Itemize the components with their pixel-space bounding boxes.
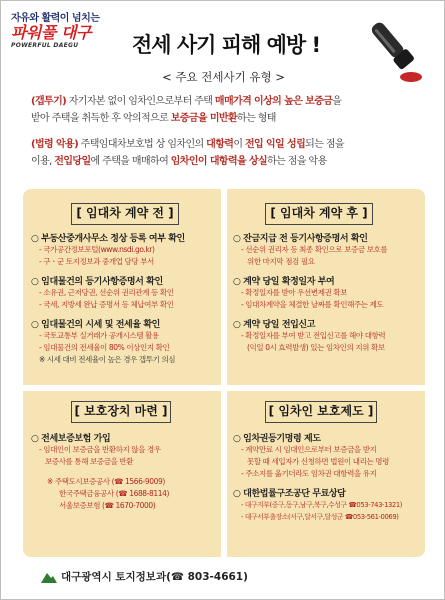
protection-heading: [ 보호장치 마련 ] [71,401,171,423]
lease-registration-order: ○ 임차권등기명령 제도 [233,434,321,444]
sub-item: - 국세, 지방세 완납 증명서 등 체납여부 확인 [39,300,174,309]
sub-item: - 주소지를 옮기더라도 임차권 대항력을 유지 [241,469,377,478]
sub-item: - 임대차계약을 체결한 날짜를 확인해주는 제도 [241,300,384,309]
vertical-divider [221,189,227,557]
sub-item: - 계약만료 시 임대인으로부터 보증금을 받지 [241,445,377,454]
contact-sgi: 서울보증보험 (☎ 1670-7000) [59,501,156,510]
legal-aid-consultation: ○ 대한법률구조공단 무료상담 [233,489,346,499]
sub-item: - 국토교통부 실거래가 공개시스템 활용 [39,331,159,340]
daegu-logo [11,9,131,49]
logo-slogan: 자유와 활력이 넘치는 [11,13,100,24]
sub-item: - 국가공간정보포털(www.nsdi.go.kr) [39,245,155,254]
footer-contact [41,569,281,589]
protection-section [31,431,219,512]
page-title: 전세 사기 피해 예방 ! [131,33,321,57]
type-law-abuse: (법령 악용) 주택임대차보호법 상 임차인의 대항력이 전입 익일 성립되는 점을 이용, 전입당일에 주택을 매매하여 임차인이 대항력을 상실하는 점을 악용 [31,139,344,167]
sub-item-note: ※ 시세 대비 전세율이 높은 경우 갭투기 의심 [39,355,176,364]
fixed-date: ○ 계약 당일 확정일자 부여 [233,277,335,287]
logo-sub: POWERFUL DAEGU [11,42,79,49]
legal-aid-daegu: - 대구지부(중구,동구,남구,북구,수성구 ☎053-743-1321) [241,501,403,509]
mountain-icon [41,571,57,583]
type-gap-investment: (갭투기) 자기자본 없이 임차인으로부터 주택 매매가격 이상의 높은 보증금을 받아 주택을 취득한 후 악의적으로 보증금을 미반환하는 형태 [31,96,342,124]
contact-hf: 한국주택금융공사 (☎ 1688-8114) [59,489,170,498]
sub-item: - 구ㆍ군 토지정보과 중개업 담당 부서 [39,257,154,266]
before-contract-section [31,231,219,366]
move-in-report: ○ 계약 당일 전입신고 [233,320,316,330]
after-contract-section [233,231,421,354]
sub-item: - 확정일자를 받아 우선변제권 확보 [241,288,348,297]
sub-item: - 확정일자를 부여 받고 전입신고를 해야 대항력 [241,331,386,340]
seal-stamp-icon [361,15,431,85]
deposit-insurance: ○ 전세보증보험 가입 [31,434,111,444]
tenant-protection-section [233,431,421,523]
check-registry-before-payment: ○ 잔금지급 전 등기사항증명서 확인 [233,234,368,244]
sub-item: - 소유권, 근저당권, 선순위 권리관계 등 확인 [39,288,174,297]
sub-item: - 선순위 권리자 등 최종 확인으로 보증금 보호를 [241,245,388,254]
tenant-protection-heading: [ 임차인 보호제도 ] [265,401,377,423]
horizontal-divider [23,385,425,391]
footer-text: 대구광역시 토지정보과(☎ 803-4661) [61,571,248,583]
sub-item: - 임대인이 보증금을 반환하지 않을 경우 [39,445,161,454]
sub-item: 위한 마지막 점검 필요 [247,257,315,266]
logo-brand: 파워풀 대구 [11,23,91,42]
check-market-price: ○ 임대물건의 시세 및 전세율 확인 [31,320,160,330]
check-broker-registration: ○ 부동산중개사무소 정상 등록 여부 확인 [31,234,185,244]
before-contract-heading: [ 임대차 계약 전 ] [71,203,179,225]
sub-item: 못할 때 세입자가 신청하면 법원이 내리는 명령 [247,457,389,466]
legal-aid-west: - 대구서부출장소(서구,달서구,달성군 ☎053-561-0069) [241,513,399,521]
check-registry: ○ 임대물건의 등기사항증명서 확인 [31,277,163,287]
page-subtitle: < 주요 전세사기 유형 > [162,70,285,84]
contact-hug: ※ 주택도시보증공사 (☎ 1566-9009) [47,477,165,486]
checklist-board [23,189,425,557]
sub-item: - 임대물건의 전세율이 80% 이상인지 확인 [39,343,170,352]
sub-item: 보증사를 통해 보증금을 반환 [45,457,134,466]
sub-item: (익일 0시 효력발생) 있는 임차인의 지위 확보 [247,343,385,352]
after-contract-heading: [ 임대차 계약 후 ] [265,203,373,225]
